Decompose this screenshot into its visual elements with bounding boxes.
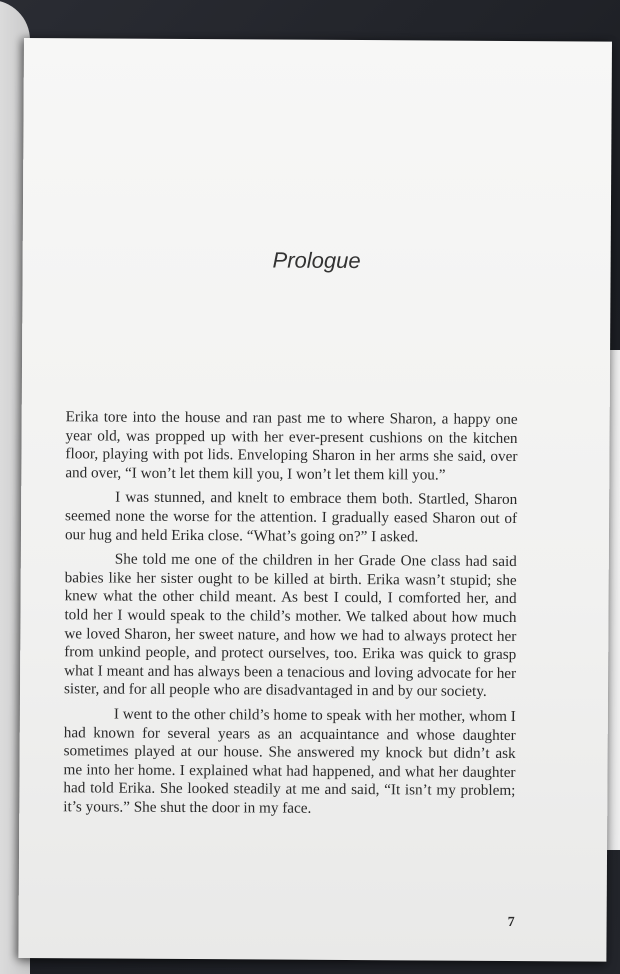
paragraph-1: Erika tore into the house and ran past me to where Sharon, a happy one year old, was propped up with her ever-present cushions on the kitchen floor, playing with pot lids. Enveloping Sharon in her arms she said, over and over, “I won’t let them kill you, I won’t let them kill you.” [65,408,518,484]
chapter-title: Prologue [272,247,361,274]
body-text [63,408,518,825]
paragraph-4: I went to the other child’s home to speak with her mother, whom I had known for several years as an acquaintance and whose daughter sometimes played at our house. She answered my knock but didn’t ask me into her home. I explained what had happened, and what her daughter had told Erika. She looked steadily at me and said, “It isn’t my problem; it’s yours.” She shut the door in my face. [63,705,516,817]
page-number: 7 [507,914,515,931]
paragraph-3: She told me one of the children in her Grade One class had said babies like her sister ought to be killed at birth. Erika wasn’t stupid; she knew what the other child meant. As best I could, I comforted her, and told her I would speak to the child’s mother. We talked about how much we loved Sharon, her sweet nature, and how we had to always protect her from unkind people, and protect ourselves, too. Erika was quick to grasp what I meant and has always been a tenacious and loving advocate for her sister, and for all people who are disadvantaged in and by our society. [63,550,517,701]
book-page [18,38,612,962]
paragraph-2: I was stunned, and knelt to embrace them both. Startled, Sharon seemed none the worse for the attention. I gradually eased Sharon out of our hug and held Erika close. “What’s going on?” I asked. [64,488,518,545]
